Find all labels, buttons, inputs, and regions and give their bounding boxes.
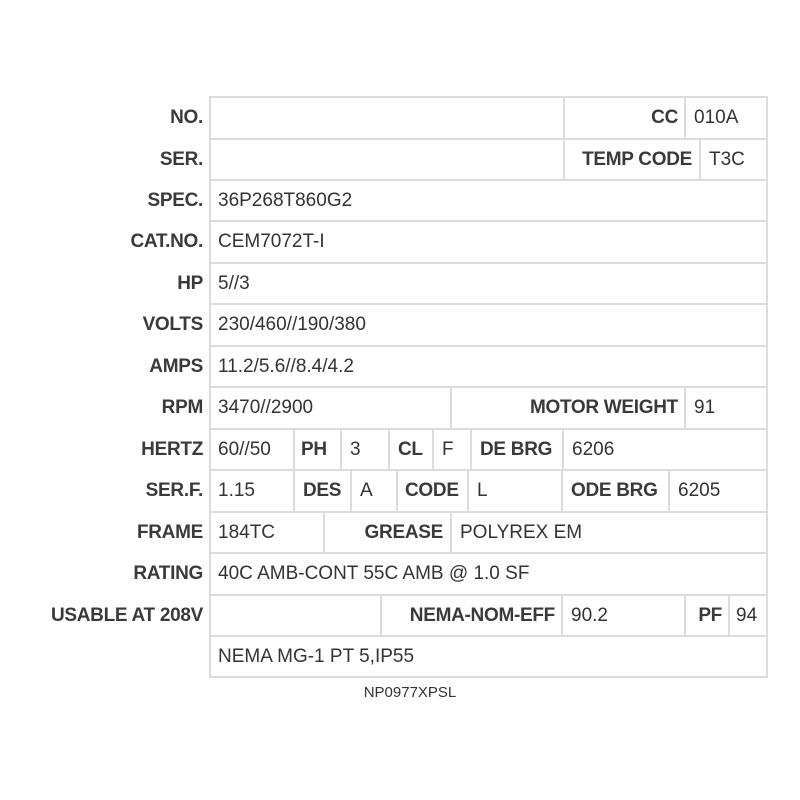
frame-value: 184TC <box>218 521 276 543</box>
rpm-value: 3470//2900 <box>218 396 314 418</box>
ser-f-value: 1.15 <box>218 479 255 501</box>
ser-value <box>210 139 562 180</box>
temp-code-label: TEMP CODE <box>582 148 692 170</box>
part-number: NP0977XPSL <box>363 684 457 701</box>
nema-nom-eff-value: 90.2 <box>571 604 608 626</box>
row-volts <box>0 304 800 345</box>
no-value <box>210 97 562 138</box>
usable-label: USABLE AT 208V <box>50 604 203 626</box>
ode-brg-value: 6205 <box>678 479 721 501</box>
row-ser <box>0 139 800 180</box>
des-value: A <box>360 479 373 501</box>
ph-value: 3 <box>350 438 361 460</box>
row-rating <box>0 553 800 594</box>
row-ser-f <box>0 470 800 511</box>
row-no <box>0 97 800 138</box>
de-brg-label: DE BRG <box>480 438 553 460</box>
grease-label: GREASE <box>364 521 443 543</box>
cl-value: F <box>442 438 454 460</box>
row-amps <box>0 346 800 387</box>
rpm-label: RPM <box>161 396 203 418</box>
motor-weight-label: MOTOR WEIGHT <box>529 396 678 418</box>
hertz-label: HERTZ <box>141 438 203 460</box>
cc-label: CC <box>651 106 678 128</box>
ser-label: SER. <box>159 148 203 170</box>
cc-value: 010A <box>694 106 739 128</box>
cl-label: CL <box>398 438 423 460</box>
motor-weight-value: 91 <box>694 396 716 418</box>
volts-value: 230/460//190/380 <box>218 313 366 335</box>
usable-value <box>210 595 378 636</box>
row-frame <box>0 512 800 553</box>
temp-code-value: T3C <box>709 148 745 170</box>
ode-brg-label: ODE BRG <box>571 479 658 501</box>
frame-label: FRAME <box>136 521 203 543</box>
rating-value: 40C AMB-CONT 55C AMB @ 1.0 SF <box>218 562 530 584</box>
spec-label: SPEC. <box>147 189 203 211</box>
row-rpm <box>0 387 800 428</box>
amps-value: 11.2/5.6//8.4/4.2 <box>218 355 354 377</box>
row-usable <box>0 595 800 636</box>
row-cat-no <box>0 221 800 262</box>
spec-value: 36P268T860G2 <box>218 189 353 211</box>
standards-value: NEMA MG-1 PT 5,IP55 <box>218 645 415 667</box>
row-standards <box>0 636 800 677</box>
row-hertz <box>0 429 800 470</box>
ph-label: PH <box>301 438 327 460</box>
cat-no-label: CAT.NO. <box>130 230 203 252</box>
des-label: DES <box>303 479 342 501</box>
pf-value: 94 <box>736 604 758 626</box>
no-label: NO. <box>170 106 203 128</box>
hertz-value: 60//50 <box>218 438 271 460</box>
de-brg-value: 6206 <box>572 438 615 460</box>
rating-label: RATING <box>133 562 203 584</box>
ser-f-label: SER.F. <box>145 479 203 501</box>
grease-value: POLYREX EM <box>460 521 583 543</box>
hp-value: 5//3 <box>218 272 250 294</box>
row-hp <box>0 263 800 304</box>
volts-label: VOLTS <box>142 313 203 335</box>
row-spec <box>0 180 800 221</box>
code-value: L <box>477 479 488 501</box>
nema-nom-eff-label: NEMA-NOM-EFF <box>409 604 555 626</box>
pf-label: PF <box>698 604 722 626</box>
cat-no-value: CEM7072T-I <box>218 230 325 252</box>
hp-label: HP <box>177 272 203 294</box>
amps-label: AMPS <box>149 355 203 377</box>
code-label: CODE <box>405 479 459 501</box>
